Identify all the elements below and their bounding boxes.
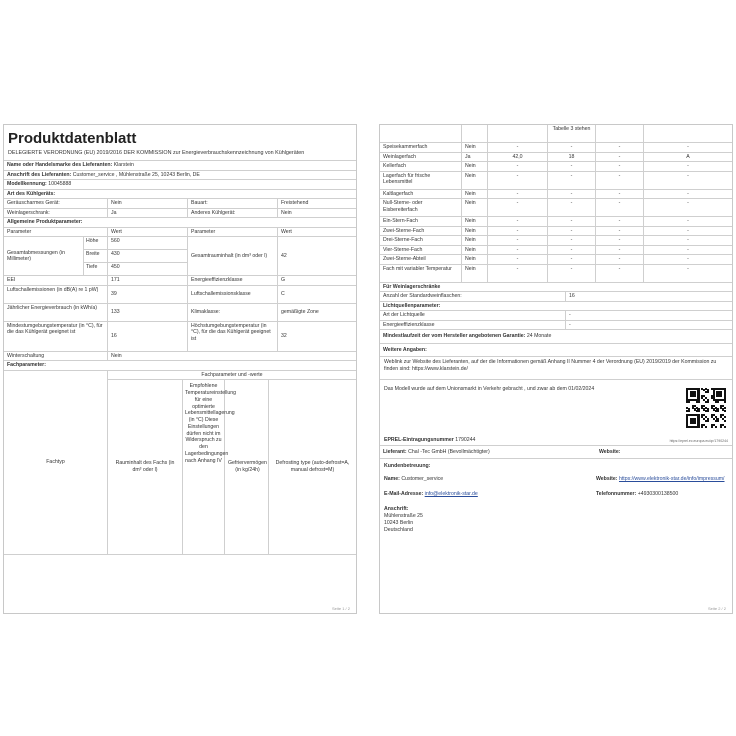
more-header: Weitere Angaben: [383, 346, 427, 353]
type-row [4, 199, 356, 209]
site-link[interactable]: https://www.elektronik-star.de/info/impressum/ [618, 476, 725, 483]
comp-name: Fach mit variabler Temperatur [380, 265, 462, 282]
comp-temp: - [548, 246, 596, 255]
bottles-label: Anzahl der Standardweinflaschen: [380, 292, 566, 301]
supplier-brand-label: Name oder Handelsmarke des Lieferanten: [7, 162, 113, 169]
type-row [4, 209, 356, 219]
dim-value: 450 [111, 264, 120, 271]
param-row [4, 322, 356, 352]
comp-name: Zwei-Sterne-Abteil [380, 255, 462, 264]
volume-value: 42 [281, 252, 287, 259]
dim-name: Tiefe [84, 263, 108, 275]
customer-header: Kundenbetreuung: [384, 463, 431, 469]
light-type-row [380, 311, 732, 321]
comp-defrost: A [686, 153, 690, 160]
comp-freeze: - [596, 236, 644, 245]
param-label: Klimaklasse: [188, 304, 278, 321]
winter-row [4, 352, 356, 362]
regulation-text: DELEGIERTE VERORDNUNG (EU) 2019/2016 DER KOMMISSION zur Energieverbrauchskennzeichnung von Kühlgeräten [4, 148, 356, 161]
dimensions-label: Gesamtabmessungen (in Millimeter) [4, 237, 84, 275]
site-label: Website: [596, 476, 618, 483]
supplier-brand-row [4, 161, 356, 171]
warranty-row [380, 330, 732, 344]
general-header-row [4, 218, 356, 228]
comp-volume: - [488, 190, 548, 199]
comp-defrost: - [687, 246, 689, 253]
comp-temp: - [548, 172, 596, 189]
comp-defrost-header: Defrosting type (auto-defrost=A, manual defrost=M) [275, 460, 350, 473]
address-line: Deutschland [384, 527, 413, 534]
compartment-row [380, 190, 732, 200]
param-label: Höchstumgebungstemperatur (in °C), für die das Kühlgerät geeignet ist [188, 322, 278, 351]
comp-defrost: - [687, 265, 689, 272]
comp-freeze: - [596, 227, 644, 236]
comp-freeze: - [596, 162, 644, 171]
light-class-label: Energieeffizienzklasse [380, 321, 566, 330]
dim-value: 560 [111, 238, 120, 245]
comp-freeze: - [596, 153, 644, 162]
param-label: Luftschallemissionen (in dB(A) re 1 pW) [4, 286, 108, 303]
comp-present: Nein [462, 162, 488, 171]
comp-freeze: - [596, 143, 644, 152]
comp-present: Nein [462, 236, 488, 245]
param-label: Energieeffizienzklasse [188, 276, 278, 285]
comp-volume: - [488, 172, 548, 189]
page-number: Seite 1 / 2 [331, 606, 350, 611]
light-header-row [380, 302, 732, 312]
param-value: 171 [108, 276, 188, 285]
comp-freeze: - [596, 217, 644, 226]
comp-name: Drei-Sterne-Fach [380, 236, 462, 245]
customer-section [380, 459, 732, 538]
comp-type-header: Fachtyp [4, 371, 108, 554]
dimensions-row [4, 237, 356, 276]
compartment-row [380, 162, 732, 172]
param-col-header-row [4, 228, 356, 238]
type-value: Nein [108, 199, 188, 208]
param-value: gemäßigte Zone [281, 308, 319, 315]
param-value: 133 [108, 304, 188, 321]
light-header: Lichtquellenparameter: [383, 302, 441, 309]
address-label: Anschrift: [384, 506, 409, 513]
more-header-row [380, 344, 732, 358]
eprel-link[interactable]: https://eprel.ec.europa.eu/qr/1790244 [669, 438, 728, 443]
wine-header-row [380, 283, 732, 293]
light-type-value: - [569, 312, 571, 318]
comp-volume: - [488, 199, 548, 216]
light-class-row [380, 321, 732, 331]
comp-name: Lagerfach für frische Lebensmittel [380, 172, 462, 189]
comp-volume: - [488, 255, 548, 264]
phone-value: +4930300138500 [637, 491, 679, 498]
comp-defrost: - [687, 190, 689, 197]
param-row [4, 276, 356, 286]
comp-defrost: - [687, 227, 689, 234]
comp-present: Nein [462, 255, 488, 264]
comp-group-header: Fachparameter und -werte [108, 371, 356, 381]
type-header: Art des Kühlgeräts: [7, 190, 56, 197]
param-value: 16 [108, 322, 188, 351]
param-row [4, 286, 356, 304]
bottles-row [380, 292, 732, 302]
supplier-brand-value: Klarstein [113, 162, 134, 169]
comp-name: Speisekammerfach [380, 143, 462, 152]
address-line: Mühlenstraße 25 [384, 513, 423, 520]
comp-volume: - [488, 246, 548, 255]
eprel-value: 1790244 [455, 436, 476, 443]
datasheet-page-1 [3, 124, 357, 614]
page-number: Seite 2 / 2 [707, 606, 726, 611]
comp-volume: - [488, 143, 548, 152]
comp-temp: - [548, 217, 596, 226]
datasheet-page-2 [379, 124, 733, 614]
phone-label: Telefonnummer: [596, 491, 637, 498]
param-label: Mindestumgebungstemperatur (in °C), für die das Kühlgerät geeignet ist [4, 322, 108, 351]
supplier-address-value: Customer_service , Mühlenstraße 25, 10243 Berlin, DE [72, 171, 200, 178]
supplier-address-label: Anschrift des Lieferanten: [7, 171, 72, 178]
supplier-row [380, 446, 732, 460]
supplier-address-row [4, 171, 356, 181]
param-col-header: Parameter [188, 228, 278, 237]
email-label: E-Mail-Adresse: [384, 491, 424, 498]
type-label: Anderes Kühlgerät: [188, 209, 278, 218]
comp-name: Zwei-Sterne-Fach [380, 227, 462, 236]
comp-temp: - [548, 143, 596, 152]
comp-volume: - [488, 217, 548, 226]
model-value: 10045888 [48, 181, 72, 188]
param-label: EEI [4, 276, 108, 285]
comp-volume-header: Rauminhalt des Fachs (in dm³ oder l) [108, 380, 183, 553]
comp-defrost: - [687, 256, 689, 262]
type-value: Nein [281, 209, 292, 216]
param-value: 32 [281, 332, 287, 339]
comp-freeze: - [596, 172, 644, 189]
comp-freeze-header: Gefriervermögen (in kg/24h) [225, 380, 269, 553]
compartment-row [380, 265, 732, 283]
general-header: Allgemeine Produktparameter: [7, 219, 83, 226]
supplier-label: Lieferant: [383, 448, 407, 455]
param-value: G [281, 277, 286, 284]
eprel-label: EPREL-Eintragungsnummer [384, 436, 454, 443]
type-value: Freistehend [281, 200, 309, 207]
light-type-label: Art der Lichtquelle [380, 311, 566, 320]
comp-defrost: - [687, 172, 689, 179]
comp-freeze: - [596, 246, 644, 255]
market-section [380, 380, 732, 446]
comp-defrost: - [687, 237, 689, 243]
comp-present: Nein [462, 265, 488, 282]
comp-name: Weinlagerfach [380, 153, 462, 162]
qr-code-icon [686, 388, 726, 428]
comp-temp: - [548, 236, 596, 245]
value-col-header: Wert [281, 228, 292, 235]
comp-present: Nein [462, 199, 488, 216]
comp-temp: - [548, 227, 596, 236]
comp-temp-header: Empfohlene Temperatureinstellung für eine optimierte Lebensmittellagerung (in °C) Diese Einstellungen dürfen nicht im Widerspruch zu den Lagerbedingungen nach Anhang IV [183, 380, 225, 553]
wine-header: Für Weinlagerschränke [383, 283, 441, 290]
comp-freeze: - [596, 199, 644, 216]
comp-temp: - [548, 255, 596, 264]
warranty-value: 24 Monate [526, 333, 552, 339]
compartment-row [380, 199, 732, 217]
comp-volume: - [488, 227, 548, 236]
comp-volume: - [488, 265, 548, 282]
dim-name: Breite [84, 250, 108, 262]
light-class-value: - [569, 321, 571, 328]
comp-present: Nein [462, 217, 488, 226]
comp-defrost: - [687, 163, 689, 169]
compartment-row [380, 153, 732, 163]
comp-temp: - [548, 199, 596, 216]
comp-defrost: - [687, 218, 689, 224]
more-text: Weblink zur Website des Lieferanten, auf der die Informationen gemäß Anhang II Nummer 4 der Verordnung (EU) 2019/2019 der Kommission zu finden sind: https://www.klarstein.de/ [380, 357, 732, 380]
comp-freeze: - [596, 255, 644, 264]
supplier-value: Chal -Tec GmbH (Bevollmächtigter) [408, 448, 490, 455]
comp-present: Nein [462, 143, 488, 152]
winter-value: Nein [111, 352, 122, 359]
comp-present: Nein [462, 190, 488, 199]
compartment-row [380, 246, 732, 256]
compartment-row [380, 172, 732, 190]
param-col-header: Parameter [4, 228, 108, 237]
name-label: Name: [384, 476, 400, 483]
model-label: Modellkennung: [7, 181, 47, 188]
document-title: Produktdatenblatt [8, 130, 137, 147]
comp-freeze: - [596, 190, 644, 199]
param-value: C [281, 290, 285, 297]
comp-name: Kellerfach [380, 162, 462, 171]
comp-defrost: - [687, 144, 689, 150]
comp-present: Nein [462, 227, 488, 236]
param-label: Jährlicher Energieverbrauch (in kWh/a) [4, 304, 108, 321]
type-value: Ja [108, 209, 188, 218]
comp-present: Ja [462, 153, 488, 162]
comp-temp: - [548, 265, 596, 282]
type-label: Weinlagerschrank: [4, 209, 108, 218]
comp-volume: 42,0 [488, 153, 548, 162]
email-link[interactable]: info@elektronik-star.de [424, 491, 478, 498]
address-line: 10243 Berlin [384, 520, 414, 527]
comp-temp: 18 [548, 153, 596, 162]
comp-name: Vier-Sterne-Fach [380, 246, 462, 255]
volume-label: Gesamtrauminhalt (in dm³ oder l) [188, 237, 278, 275]
comp-name: Kaltlagerfach [380, 190, 462, 199]
comp-present: Nein [462, 172, 488, 189]
compartment-row [380, 143, 732, 153]
comp-name: Null-Sterne- oder Eisbereiterfach [380, 199, 462, 216]
name-value: Customer_service [401, 476, 444, 483]
compartment-rows [380, 143, 732, 283]
comp-col-header: Tabelle 3 stehen [548, 125, 596, 142]
website-label: Website: [599, 448, 621, 455]
compartment-row [380, 236, 732, 246]
comp-present: Nein [462, 246, 488, 255]
model-row [4, 180, 356, 190]
param-value: 39 [108, 286, 188, 303]
dim-value: 430 [111, 251, 120, 258]
bottles-value: 16 [569, 293, 575, 299]
compartment-header-row [4, 361, 356, 371]
comp-col-header-row [380, 125, 732, 143]
compartment-header: Fachparameter: [7, 362, 46, 369]
market-text: Das Modell wurde auf dem Unionsmarkt in Verkehr gebracht , und zwar ab dem 01/02/2024 [384, 385, 595, 392]
value-col-header: Wert [108, 228, 188, 237]
type-header-row [4, 190, 356, 200]
param-label: Luftschallemissionsklasse [188, 286, 278, 303]
comp-name: Ein-Stern-Fach [380, 217, 462, 226]
comp-defrost: - [687, 200, 689, 206]
compartment-table [4, 371, 356, 555]
comp-temp: - [548, 190, 596, 199]
compartment-row [380, 255, 732, 265]
comp-volume: - [488, 236, 548, 245]
comp-temp: - [548, 162, 596, 171]
comp-volume: - [488, 162, 548, 171]
type-label: Bauart: [188, 199, 278, 208]
compartment-row [380, 227, 732, 237]
compartment-row [380, 217, 732, 227]
winter-label: Winterschaltung [4, 352, 108, 361]
param-row [4, 304, 356, 322]
warranty-label: Mindestlaufzeit der vom Hersteller angebotenen Garantie: [383, 333, 526, 339]
comp-freeze: - [596, 265, 644, 282]
dim-name: Höhe [84, 237, 108, 249]
type-label: Geräuscharmes Gerät: [4, 199, 108, 208]
